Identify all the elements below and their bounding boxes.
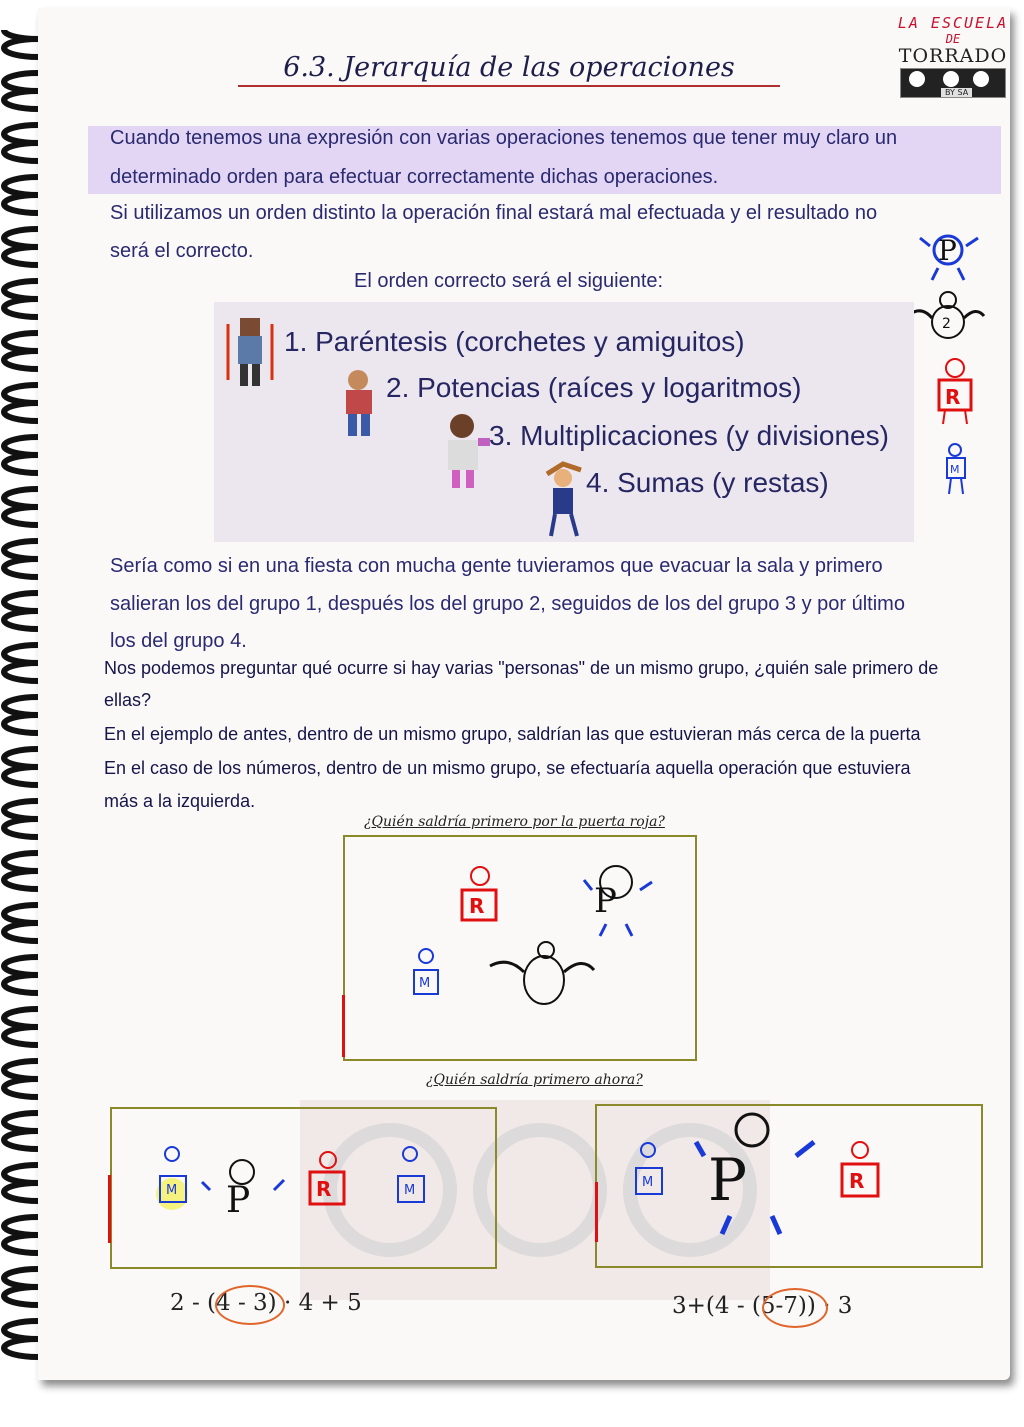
intro-line-1: Cuando tenemos una expresión con varias operaciones tenemos que tener muy claro un	[110, 127, 898, 149]
party-line-3: los del grupo 4.	[110, 630, 247, 652]
room1-parenthesis-icon	[582, 860, 656, 940]
multiply-kid-icon	[438, 412, 492, 494]
party-line-1: Sería como si en una fiesta con mucha gente tuvieramos que evacuar la sala y primero	[110, 555, 883, 577]
r-label: R	[316, 1177, 332, 1201]
red-door-1	[342, 995, 345, 1057]
expr1-highlight-ring	[215, 1285, 285, 1325]
warning-line-1: Si utilizamos un orden distinto la operación final estará mal efectuada y el resultado no	[110, 202, 878, 224]
expr2-part-a: 3+(4 -	[672, 1293, 752, 1319]
m-label: M	[166, 1183, 178, 1198]
r-label: R	[469, 894, 485, 918]
page-title: 6.3. Jerarquía de las operaciones	[238, 52, 780, 87]
expr1-part-a: 2 -	[170, 1290, 208, 1316]
question-2: ¿Quién saldría primero ahora?	[426, 1072, 643, 1088]
expr1-part-c: · 4 + 5	[276, 1290, 362, 1316]
room1-power-icon	[488, 936, 598, 1016]
m-label: M	[419, 976, 431, 991]
red-door-2	[108, 1175, 111, 1243]
question-line-2: ellas?	[104, 690, 152, 710]
expr2-highlight-ring	[762, 1288, 828, 1328]
sum-kid-icon	[541, 460, 587, 540]
sum-character-icon	[937, 440, 977, 500]
p-label: P	[708, 1146, 748, 1214]
question-1: ¿Quién saldría primero por la puerta roja?	[364, 814, 665, 830]
license-label: BY SA	[941, 88, 972, 97]
order-item-2: 2. Potencias (raíces y logaritmos)	[386, 372, 802, 403]
expr2-part-b: (5-7)	[751, 1293, 807, 1319]
m-label: M	[404, 1183, 416, 1198]
room1-sum-icon	[400, 944, 454, 1026]
order-item-3: 3. Multiplicaciones (y divisiones)	[489, 420, 889, 451]
two-label: 2	[942, 316, 951, 332]
expr1-part-b: (4 - 3)	[207, 1290, 277, 1316]
example-line-2: En el caso de los números, dentro de un mismo grupo, se efectuaría aquella operación que estuviera	[104, 758, 911, 778]
p-label: P	[938, 234, 957, 267]
multiply-character-icon	[925, 358, 985, 428]
party-line-2: salieran los del grupo 1, después los del grupo 2, seguidos de los del grupo 3 y por último	[110, 593, 905, 615]
m-label: M	[642, 1175, 654, 1190]
red-door-3	[595, 1182, 598, 1242]
logo-line-1: LA ESCUELA	[897, 14, 1009, 32]
order-item-1: 1. Paréntesis (corchetes y amiguitos)	[284, 326, 745, 357]
logo-line-2: DE	[945, 32, 961, 46]
parenthesis-character-icon	[918, 228, 988, 288]
room3-characters	[620, 1112, 920, 1250]
order-heading: El orden correcto será el siguiente:	[354, 270, 664, 292]
example-line-1: En el ejemplo de antes, dentro de un mismo grupo, saldrían las que estuvieran más cerca de la puerta	[104, 724, 921, 744]
order-item-4: 4. Sumas (y restas)	[586, 467, 829, 498]
room2-characters	[150, 1140, 450, 1240]
parenthesis-kid-icon	[222, 318, 278, 388]
room1-multiply-icon	[448, 864, 514, 944]
r-label: R	[945, 385, 961, 409]
expr2-part-c: ) · 3	[806, 1293, 853, 1319]
warning-line-2: será el correcto.	[110, 240, 254, 262]
m-label: M	[950, 463, 960, 476]
r-label: R	[849, 1169, 865, 1193]
power-kid-icon	[334, 368, 384, 440]
question-line-1: Nos podemos preguntar qué ocurre si hay varias "personas" de un mismo grupo, ¿quién sale primero de	[104, 658, 939, 678]
logo-line-3: TORRADO	[898, 45, 1008, 67]
p-label: P	[226, 1180, 251, 1221]
cc-license-icon	[900, 68, 1006, 98]
intro-line-2: determinado orden para efectuar correctamente dichas operaciones.	[110, 166, 719, 188]
example-line-3: más a la izquierda.	[104, 791, 256, 811]
power-character-icon	[908, 290, 986, 348]
p-label: P	[594, 881, 617, 921]
school-logo	[893, 14, 1013, 98]
